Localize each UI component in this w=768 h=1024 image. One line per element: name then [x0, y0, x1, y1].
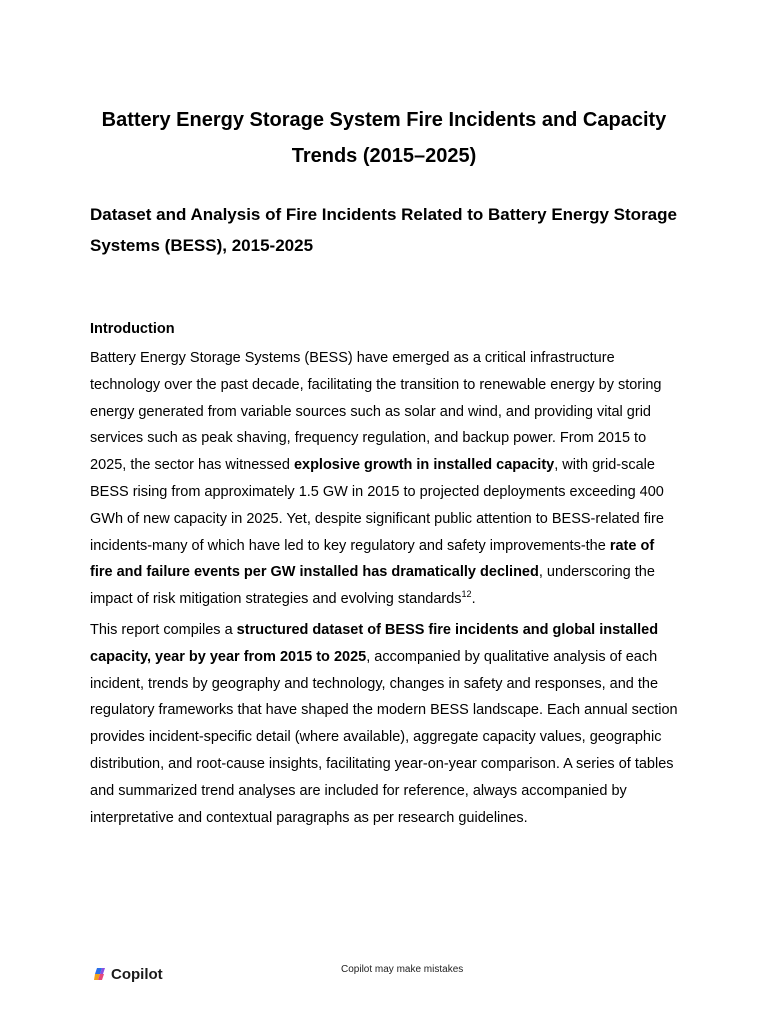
- paragraph-text: This report compiles a: [90, 622, 237, 638]
- copilot-logo: [92, 964, 163, 984]
- intro-paragraph-2: [90, 617, 680, 831]
- paragraph-text: , underscoring the impact of risk mitigation strategies and evolving standards: [90, 564, 655, 608]
- disclaimer-note: Copilot may make mistakes: [341, 964, 464, 975]
- paragraph-text: , with grid-scale BESS rising from approximately 1.5 GW in 2015 to projected deployments exceeding 400 GWh of new capacity in 2025. Yet, despite significant public attention to BESS-related fire incidents-many of which have led to key regulatory and safety improvements-the: [90, 457, 664, 554]
- document-title: Battery Energy Storage System Fire Incidents and Capacity Trends (2015–2025): [101, 109, 667, 167]
- section-heading-introduction: Introduction: [90, 321, 175, 337]
- copilot-logo-icon: [92, 966, 108, 982]
- emphasis-text: structured dataset of BESS fire incidents and global installed capacity, year by year from 2015 to 2025: [90, 622, 659, 665]
- copilot-logo-text: Copilot: [111, 965, 163, 983]
- paragraph-text: Battery Energy Storage Systems (BESS) have emerged as a critical infrastructure technology over the past decade, facilitating the transition to renewable energy by storing energy generated from variable sources such as solar and wind, and providing vital grid services such as peak shaving, frequency regulation, and backup power. From 2015 to 2025, the sector has witnessed: [90, 350, 662, 474]
- intro-paragraph-1: [90, 345, 680, 613]
- paragraph-text: .: [471, 591, 476, 608]
- emphasis-text: explosive growth in installed capacity: [293, 457, 555, 474]
- emphasis-text: rate of fire and failure events per GW installed has dramatically declined: [90, 537, 655, 581]
- document-subtitle: Dataset and Analysis of Fire Incidents Related to Battery Energy Storage Systems (BESS), 2015-2025: [90, 205, 677, 255]
- paragraph-text: , accompanied by qualitative analysis of each incident, trends by geography and technology, changes in safety and responses, and the regulatory frameworks that have shaped the modern BESS landscape. Each annual section provides incident-specific detail (where available), aggregate capacity values, geographic distribution, and root-cause insights, facilitating year-on-year comparison. A series of tables and summarized trend analyses are included for reference, always accompanied by interpretative and contextual paragraphs as per research guidelines.: [90, 648, 678, 826]
- citation-superscript[interactable]: 12: [461, 589, 472, 600]
